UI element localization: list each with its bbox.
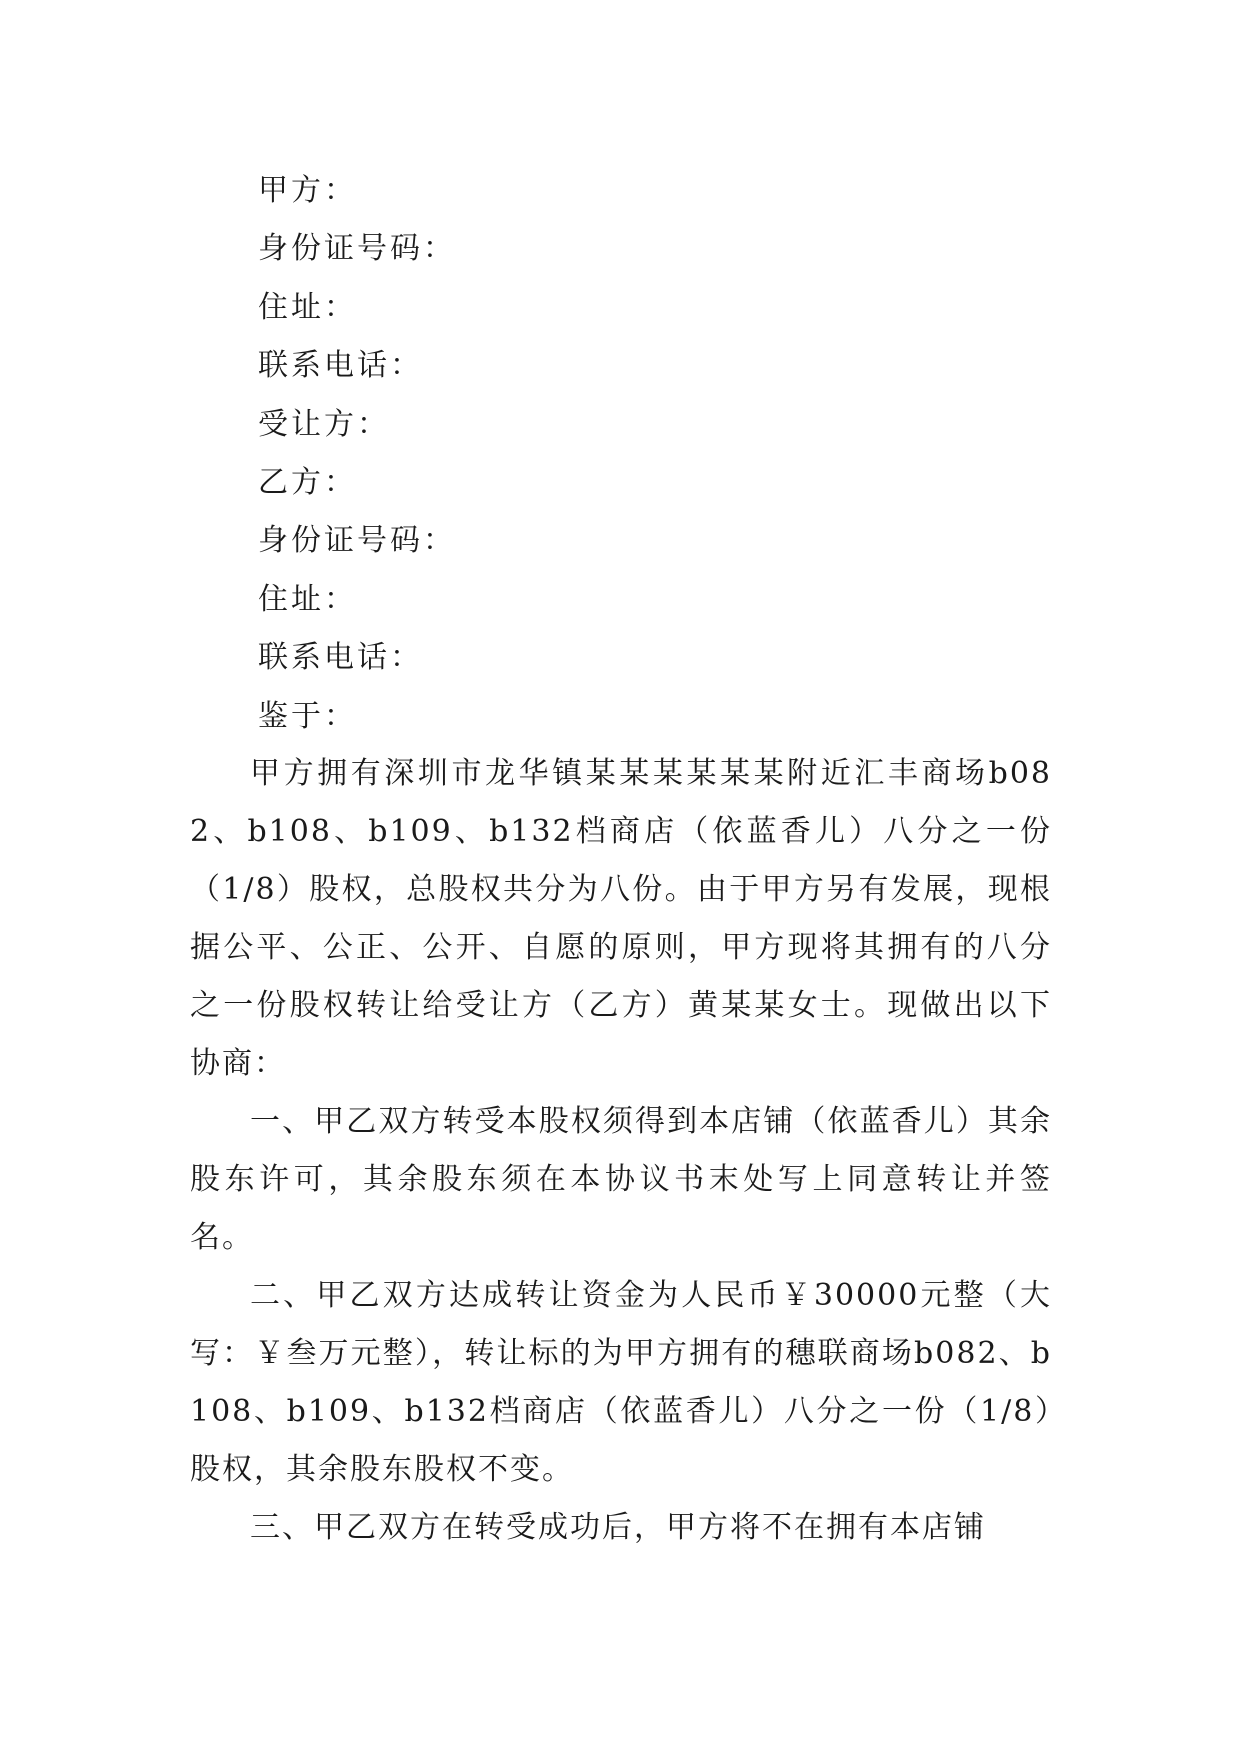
party-b-phone-label: 联系电话： [258, 640, 423, 676]
party-a-id-number-label: 身份证号码： [258, 231, 456, 267]
party-info-fields [258, 162, 1058, 746]
party-b-address-label: 住址： [258, 581, 357, 617]
party-a-label: 甲方： [258, 173, 357, 208]
agreement-body [190, 745, 1052, 1557]
whereas-label: 鉴于： [258, 698, 357, 734]
party-b-id-number-label: 身份证号码： [258, 523, 456, 559]
party-a-address-label: 住址： [258, 289, 357, 325]
paragraph-clause-1: 一、甲乙双方转受本股权须得到本店铺（依蓝香儿）其余股东许可，其余股东须在本协议书末处写上同意转让并签名。 [190, 1104, 1052, 1255]
transferee-label: 受让方： [258, 406, 390, 442]
paragraph-clause-3: 三、甲乙双方在转受成功后，甲方将不在拥有本店铺 [250, 1510, 986, 1545]
paragraph-clause-2: 二、甲乙双方达成转让资金为人民币￥30000元整（大写：￥叁万元整），转让标的为甲方拥有的穗联商场b082、b108、b109、b132档商店（依蓝香儿）八分之一份（1/8）股权，其余股东股权不变。 [190, 1278, 1052, 1487]
paragraph-background: 甲方拥有深圳市龙华镇某某某某某某附近汇丰商场b082、b108、b109、b132档商店（依蓝香儿）八分之一份（1/8）股权，总股权共分为八份。由于甲方另有发展，现根据公平、公正、公开、自愿的原则，甲方现将其拥有的八分之一份股权转让给受让方（乙方）黄某某女士。现做出以下协商： [190, 756, 1052, 1081]
party-b-label: 乙方： [258, 464, 357, 500]
party-a-phone-label: 联系电话： [258, 348, 423, 384]
